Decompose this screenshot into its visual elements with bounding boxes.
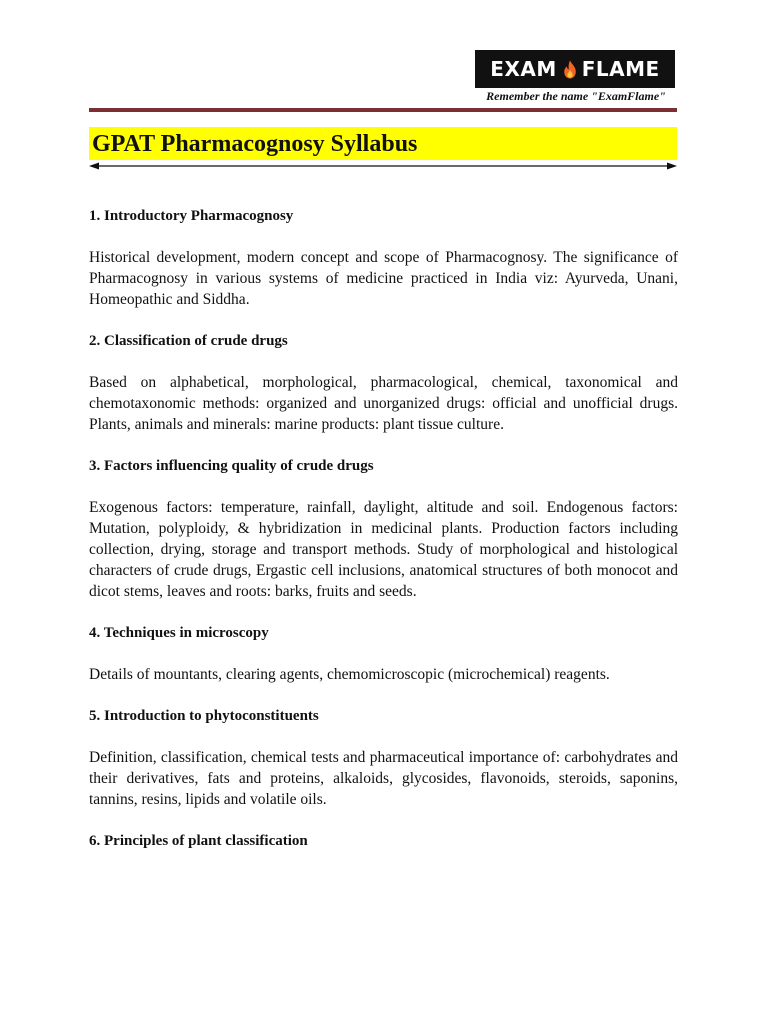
section-heading: 1. Introductory Pharmacognosy [89,208,294,224]
section-techniques-in-microscopy [89,623,678,685]
section-introductory-pharmacognosy [89,206,678,310]
logo-text-exam: EXAM [490,57,557,81]
section-body: Historical development, modern concept and scope of Pharmacognosy. The significance of Pharmacognosy in various systems of medicine practiced in India viz: Ayurveda, Unani, Homeopathic and Siddha. [89,249,678,308]
section-heading: 6. Principles of plant classification [89,833,308,849]
header-divider [89,108,677,112]
syllabus-content [89,206,678,872]
section-principles-of-plant-classification [89,831,678,852]
section-heading: 2. Classification of crude drugs [89,333,288,349]
section-heading: 4. Techniques in microscopy [89,625,269,641]
page-title: GPAT Pharmacognosy Syllabus [92,131,418,157]
logo-text-flame: FLAME [581,57,660,81]
tagline: Remember the name "ExamFlame" [486,89,666,103]
section-body: Based on alphabetical, morphological, pharmacological, chemical, taxonomical and chemotaxonomic methods: organized and unorganized drugs: official and unofficial drugs. Plants, animals and minerals: marine products: plant tissue culture. [89,374,678,433]
section-body: Definition, classification, chemical tests and pharmaceutical importance of: carbohydrates and their derivatives, fats and proteins, alkaloids, glycosides, flavonoids, steroids, saponins, tannins, resins, lipids and volatile oils. [89,749,678,808]
section-factors-influencing-quality [89,456,678,602]
section-heading: 3. Factors influencing quality of crude drugs [89,458,374,474]
brand-logo [475,50,675,88]
flame-icon [563,60,577,79]
section-body: Exogenous factors: temperature, rainfall, daylight, altitude and soil. Endogenous factors: Mutation, polyploidy, & hybridization in medicinal plants. Production factors including collection, drying, storage and transport methods. Study of morphological and histological characters of crude drugs, Ergastic cell inclusions, anatomical structures of both monocot and dicot stems, leaves and roots: barks, fruits and seeds. [89,499,678,600]
section-introduction-to-phytoconstituents [89,706,678,810]
section-body: Details of mountants, clearing agents, chemomicroscopic (microchemical) reagents. [89,666,610,683]
section-heading: 5. Introduction to phytoconstituents [89,708,319,724]
section-classification-of-crude-drugs [89,331,678,435]
double-arrow-icon [89,160,677,172]
